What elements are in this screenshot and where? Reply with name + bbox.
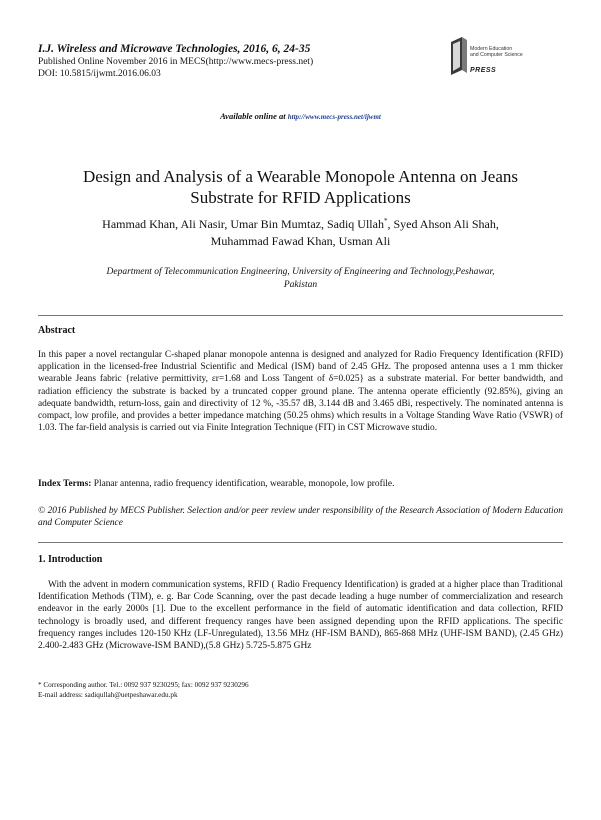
authors-line-2: Muhammad Fawad Khan, Usman Ali [210, 234, 391, 248]
publication-info: Published Online November 2016 in MECS(http://www.mecs-press.net) [38, 57, 314, 67]
index-terms-label: Index Terms: [38, 479, 92, 489]
copyright-notice: © 2016 Published by MECS Publisher. Selection and/or peer review under responsibility of the Research Association of Modern Education and Computer Science [38, 506, 563, 529]
title-line-2: Substrate for RFID Applications [190, 188, 411, 207]
logo-line-1: Modern Education [470, 46, 513, 52]
corresponding-mark: * [383, 217, 388, 225]
introduction-text: With the advent in modern communication systems, RFID ( Radio Frequency Identification) is graded at a higher place than Traditional Identification Methods (TIM), e. g. Bar Code Scanning, over the past decade leading a huge number of commercialization and research endeavor in the early 2000s [1]. Due to the excellent performance in the field of automatic identification and data collection, RFID technology is broadly used, and different frequency ranges have been assigned depending upon the RFID applications. The specific frequency ranges includes 120-150 KHz (LF-Unregulated), 13.56 MHz (HF-ISM BAND), 865-868 MHz (UHF-ISM BAND), (2.45 GHz) 2.400-2.483 GHz (Microwave-ISM BAND),(5.8 GHz) 5.725-5.875 GHz [38, 580, 563, 652]
affiliation-line-1: Department of Telecommunication Engineering, University of Engineering and Technology,Peshawar, [106, 267, 495, 277]
logo-press: PRESS [470, 67, 497, 74]
publisher-logo [448, 34, 568, 80]
footnote-contact: * Corresponding author. Tel.: 0092 937 9230295; fax: 0092 937 9230296 [38, 681, 249, 689]
journal-link[interactable]: http://www.mecs-press.net/ijwmt [287, 113, 381, 121]
footnote-email: E-mail address: sadiqullah@uetpeshawar.edu.pk [38, 691, 178, 699]
logo-line-2: and Computer Science [470, 51, 523, 58]
authors-part-1: Hammad Khan, Ali Nasir, Umar Bin Mumtaz, Sadiq Ullah [102, 217, 384, 231]
index-terms-text: Planar antenna, radio frequency identification, wearable, monopole, low profile. [93, 479, 395, 489]
author-list [40, 213, 561, 250]
doi: DOI: 10.5815/ijwmt.2016.06.03 [38, 69, 161, 79]
divider-top [38, 315, 563, 316]
footnote [38, 680, 249, 700]
authors-part-2: , Syed Ahson Ali Shah, [387, 217, 499, 231]
available-online [0, 111, 601, 121]
introduction-heading: 1. Introduction [38, 554, 103, 565]
abstract-text: In this paper a novel rectangular C-shaped planar monopole antenna is designed and analyzed for Radio Frequency Identification (RFID) application in the licensed-free Industrial Scientific and Medical (ISM) band of 2.45 GHz. The proposed antenna uses a 1 mm thicker wearable Jeans fabric {relative permittivity, εr=1.68 and Loss Tangent of δ=0.025} as a substrate material. For better bandwidth, and radiation efficiency the substrate is backed by a truncated copper ground plane. The antenna operate efficiently (92.85%), giving an adequate bandwidth, return-loss, gain and directivity of 12 %, -35.57 dB, 3.144 dB and 3.465 dBi, respectively. The nominated antenna is compact, low profile, and provides a better impedance matching (50.25 ohms) which results in a Voltage Standing Wave Ratio (VSWR) of 1.03. The far-field analysis is carried out via Finite Integration Technique (FIT) in CST Microwave studio. [38, 350, 563, 434]
index-terms [38, 478, 563, 490]
affiliation-line-2: Pakistan [283, 279, 318, 290]
available-label: Available online at [220, 111, 286, 121]
divider-bottom [38, 542, 563, 543]
journal-citation: I.J. Wireless and Microwave Technologies, 2016, 6, 24-35 [38, 43, 311, 55]
abstract-heading: Abstract [38, 325, 76, 336]
book-icon [448, 34, 470, 78]
affiliation [40, 266, 561, 291]
title-line-1: Design and Analysis of a Wearable Monopole Antenna on Jeans [82, 167, 519, 186]
paper-title [40, 166, 561, 208]
